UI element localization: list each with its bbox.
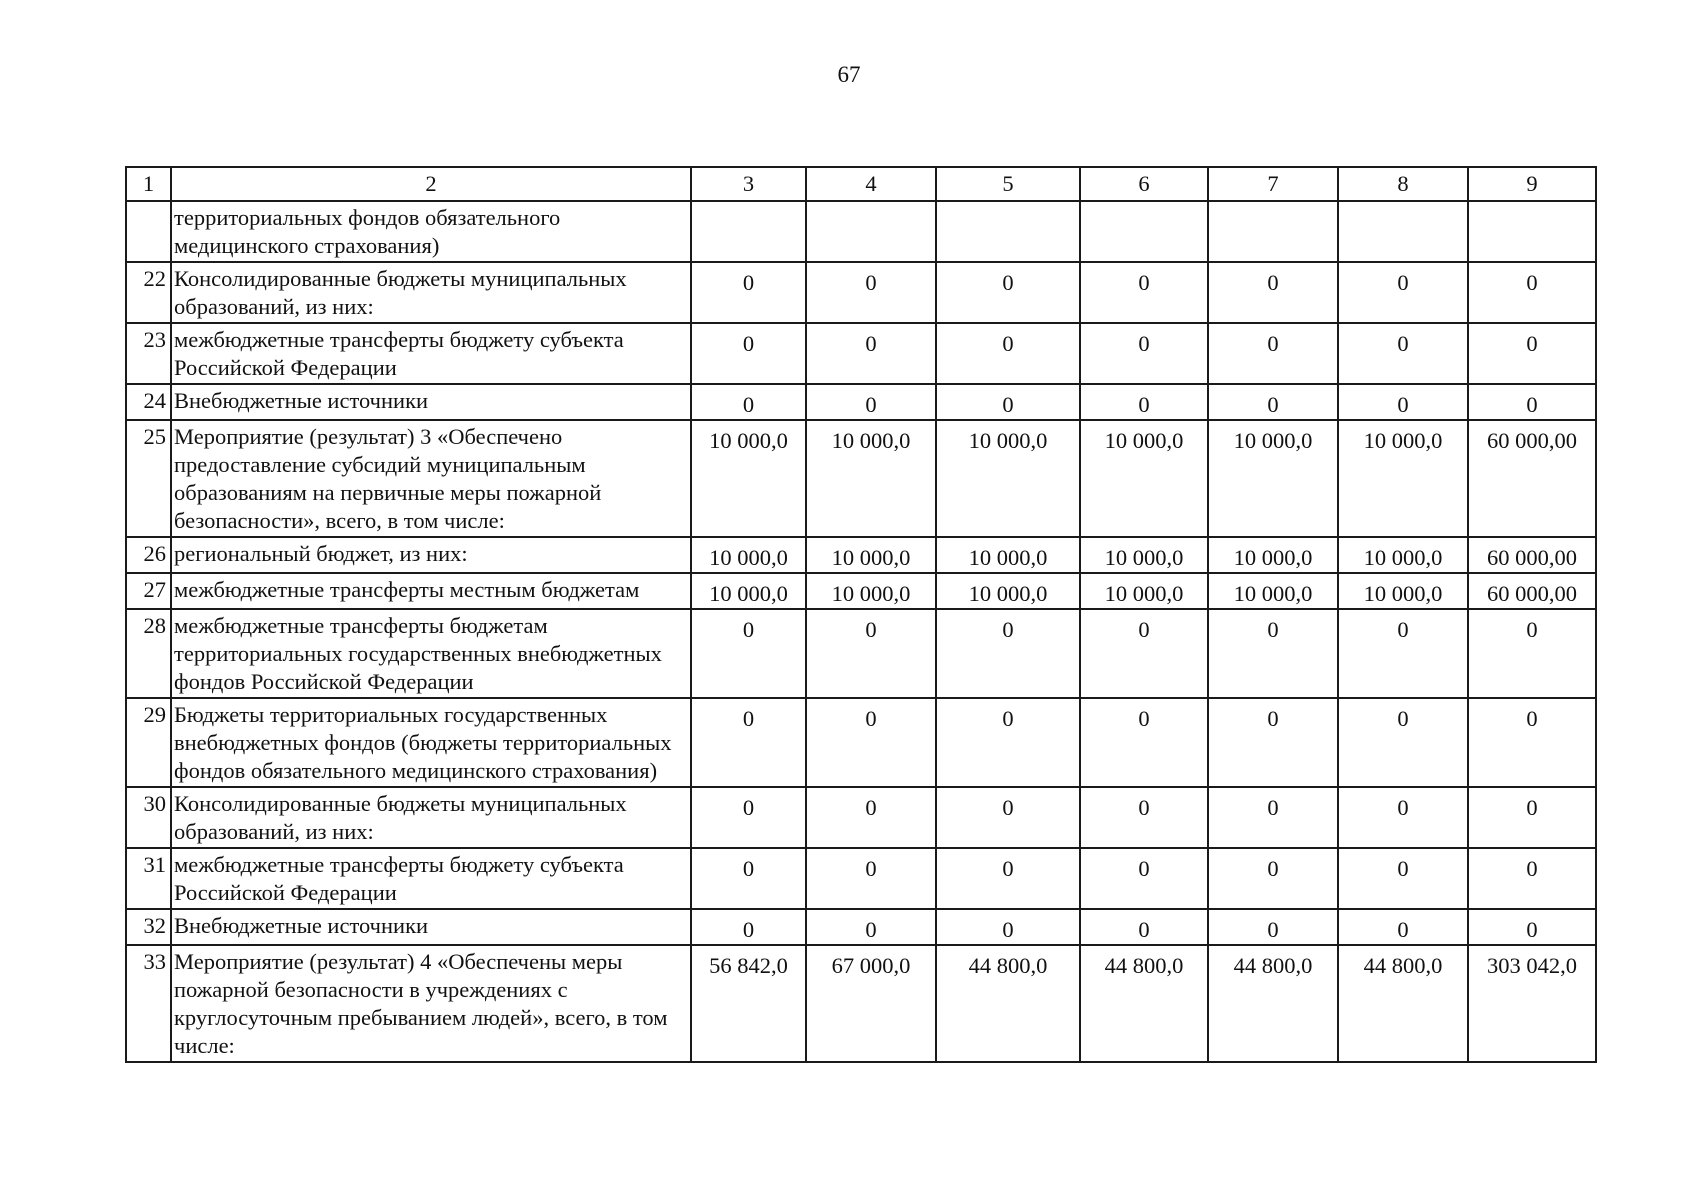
table-row <box>126 323 1596 384</box>
value-cell: 10 000,0 <box>1208 420 1338 537</box>
column-header: 7 <box>1208 167 1338 201</box>
row-number: 26 <box>126 537 171 573</box>
value-cell: 0 <box>691 848 806 909</box>
value-cell: 10 000,0 <box>1338 420 1468 537</box>
value-cell: 56 842,0 <box>691 945 806 1062</box>
value-cell: 10 000,0 <box>1338 537 1468 573</box>
row-description: межбюджетные трансферты бюджету субъекта Российской Федерации <box>171 323 691 384</box>
table-row <box>126 384 1596 420</box>
value-cell: 0 <box>936 787 1080 848</box>
value-cell: 0 <box>936 698 1080 787</box>
column-header: 6 <box>1080 167 1208 201</box>
value-cell: 44 800,0 <box>936 945 1080 1062</box>
table-row <box>126 909 1596 945</box>
value-cell: 0 <box>1338 384 1468 420</box>
row-number: 25 <box>126 420 171 537</box>
value-cell: 0 <box>1468 848 1596 909</box>
value-cell: 0 <box>1468 787 1596 848</box>
table-row <box>126 698 1596 787</box>
value-cell: 0 <box>1338 848 1468 909</box>
value-cell: 0 <box>1468 609 1596 698</box>
value-cell <box>691 201 806 262</box>
value-cell <box>1080 201 1208 262</box>
value-cell: 10 000,0 <box>936 573 1080 609</box>
row-description: межбюджетные трансферты местным бюджетам <box>171 573 691 609</box>
row-description: Мероприятие (результат) 4 «Обеспечены меры пожарной безопасности в учреждениях с круглосуточным пребыванием людей», всего, в том числе: <box>171 945 691 1062</box>
value-cell: 10 000,0 <box>1208 573 1338 609</box>
value-cell: 10 000,0 <box>1080 420 1208 537</box>
row-description: Бюджеты территориальных государственных внебюджетных фондов (бюджеты территориальных фондов обязательного медицинского страхования) <box>171 698 691 787</box>
value-cell: 0 <box>806 262 936 323</box>
value-cell: 0 <box>936 262 1080 323</box>
value-cell: 0 <box>806 909 936 945</box>
value-cell <box>1208 201 1338 262</box>
column-header: 2 <box>171 167 691 201</box>
table-row <box>126 787 1596 848</box>
value-cell: 0 <box>1468 384 1596 420</box>
value-cell: 0 <box>1468 909 1596 945</box>
row-number: 33 <box>126 945 171 1062</box>
row-number: 32 <box>126 909 171 945</box>
value-cell: 0 <box>806 323 936 384</box>
value-cell: 0 <box>1208 262 1338 323</box>
column-header: 3 <box>691 167 806 201</box>
value-cell: 44 800,0 <box>1080 945 1208 1062</box>
row-number: 22 <box>126 262 171 323</box>
row-description: Внебюджетные источники <box>171 384 691 420</box>
row-number: 29 <box>126 698 171 787</box>
value-cell: 0 <box>1080 323 1208 384</box>
row-number: 23 <box>126 323 171 384</box>
value-cell: 0 <box>806 698 936 787</box>
table-row <box>126 848 1596 909</box>
value-cell: 0 <box>691 262 806 323</box>
row-description: Внебюджетные источники <box>171 909 691 945</box>
column-header: 4 <box>806 167 936 201</box>
value-cell: 0 <box>806 384 936 420</box>
value-cell <box>936 201 1080 262</box>
budget-table <box>125 166 1597 1063</box>
row-number: 31 <box>126 848 171 909</box>
value-cell: 0 <box>1338 323 1468 384</box>
value-cell: 10 000,0 <box>936 420 1080 537</box>
value-cell: 0 <box>1208 787 1338 848</box>
value-cell: 0 <box>936 609 1080 698</box>
row-number: 28 <box>126 609 171 698</box>
value-cell: 0 <box>1338 262 1468 323</box>
value-cell: 0 <box>1080 384 1208 420</box>
value-cell: 10 000,0 <box>691 420 806 537</box>
value-cell: 0 <box>1080 909 1208 945</box>
value-cell: 0 <box>1338 787 1468 848</box>
row-description: Консолидированные бюджеты муниципальных образований, из них: <box>171 787 691 848</box>
value-cell: 0 <box>691 787 806 848</box>
value-cell: 303 042,0 <box>1468 945 1596 1062</box>
column-header: 8 <box>1338 167 1468 201</box>
value-cell: 10 000,0 <box>1080 537 1208 573</box>
value-cell: 0 <box>936 848 1080 909</box>
value-cell: 0 <box>691 384 806 420</box>
value-cell: 60 000,00 <box>1468 573 1596 609</box>
row-number: 24 <box>126 384 171 420</box>
value-cell: 0 <box>1080 848 1208 909</box>
value-cell: 0 <box>806 848 936 909</box>
value-cell: 0 <box>1468 698 1596 787</box>
value-cell: 0 <box>691 909 806 945</box>
row-description: региональный бюджет, из них: <box>171 537 691 573</box>
value-cell: 0 <box>1208 323 1338 384</box>
value-cell: 10 000,0 <box>806 420 936 537</box>
value-cell: 0 <box>1468 262 1596 323</box>
value-cell: 0 <box>691 323 806 384</box>
value-cell: 0 <box>936 323 1080 384</box>
value-cell: 0 <box>1080 609 1208 698</box>
row-description: межбюджетные трансферты бюджету субъекта Российской Федерации <box>171 848 691 909</box>
value-cell: 10 000,0 <box>1208 537 1338 573</box>
value-cell: 10 000,0 <box>936 537 1080 573</box>
table-header-row <box>126 167 1596 201</box>
page-number: 67 <box>837 62 861 87</box>
row-description: межбюджетные трансферты бюджетам территориальных государственных внебюджетных фондов Российской Федерации <box>171 609 691 698</box>
value-cell: 0 <box>1208 848 1338 909</box>
value-cell: 0 <box>806 787 936 848</box>
value-cell: 0 <box>691 609 806 698</box>
row-number <box>126 201 171 262</box>
row-description: Консолидированные бюджеты муниципальных образований, из них: <box>171 262 691 323</box>
table-row <box>126 201 1596 262</box>
value-cell: 0 <box>691 698 806 787</box>
value-cell: 0 <box>1338 609 1468 698</box>
row-number: 27 <box>126 573 171 609</box>
value-cell: 10 000,0 <box>691 537 806 573</box>
value-cell: 0 <box>1208 609 1338 698</box>
row-number: 30 <box>126 787 171 848</box>
value-cell: 0 <box>1468 323 1596 384</box>
value-cell: 10 000,0 <box>1080 573 1208 609</box>
table-row <box>126 537 1596 573</box>
value-cell: 0 <box>1080 787 1208 848</box>
value-cell <box>1468 201 1596 262</box>
value-cell: 0 <box>1208 909 1338 945</box>
value-cell <box>1338 201 1468 262</box>
column-header: 5 <box>936 167 1080 201</box>
value-cell: 10 000,0 <box>806 573 936 609</box>
table-row <box>126 609 1596 698</box>
value-cell: 0 <box>806 609 936 698</box>
column-header: 1 <box>126 167 171 201</box>
column-header: 9 <box>1468 167 1596 201</box>
value-cell: 10 000,0 <box>691 573 806 609</box>
value-cell: 0 <box>936 909 1080 945</box>
table-row <box>126 262 1596 323</box>
value-cell: 0 <box>1080 262 1208 323</box>
row-description: территориальных фондов обязательного медицинского страхования) <box>171 201 691 262</box>
value-cell: 60 000,00 <box>1468 420 1596 537</box>
value-cell: 0 <box>1208 698 1338 787</box>
value-cell: 0 <box>936 384 1080 420</box>
value-cell: 10 000,0 <box>806 537 936 573</box>
table-row <box>126 945 1596 1062</box>
value-cell: 0 <box>1338 909 1468 945</box>
value-cell: 0 <box>1338 698 1468 787</box>
value-cell: 44 800,0 <box>1338 945 1468 1062</box>
row-description: Мероприятие (результат) 3 «Обеспечено предоставление субсидий муниципальным образованиям на первичные меры пожарной безопасности», всего, в том числе: <box>171 420 691 537</box>
table-row <box>126 420 1596 537</box>
value-cell <box>806 201 936 262</box>
value-cell: 44 800,0 <box>1208 945 1338 1062</box>
value-cell: 60 000,00 <box>1468 537 1596 573</box>
value-cell: 67 000,0 <box>806 945 936 1062</box>
value-cell: 0 <box>1208 384 1338 420</box>
value-cell: 10 000,0 <box>1338 573 1468 609</box>
table-row <box>126 573 1596 609</box>
value-cell: 0 <box>1080 698 1208 787</box>
